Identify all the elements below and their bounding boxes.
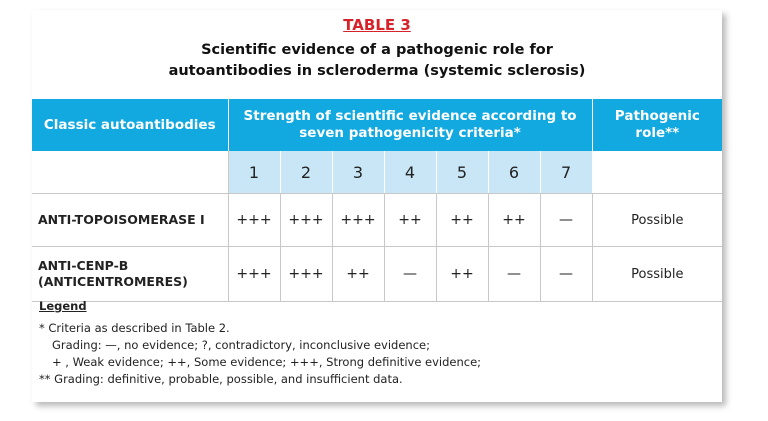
evidence-cell: +++ (280, 194, 332, 247)
pathogenic-role-cell: Possible (592, 247, 722, 302)
legend-line: Grading: —, no evidence; ?, contradictory, inconclusive evidence; (52, 338, 430, 352)
evidence-cell: — (384, 247, 436, 302)
table-title (32, 40, 722, 82)
table-label: TABLE 3 (343, 16, 411, 34)
legend-line: + , Weak evidence; ++, Some evidence; +++, Strong definitive evidence; (52, 355, 482, 369)
legend-line: * Criteria as described in Table 2. (39, 321, 230, 335)
legend (39, 298, 715, 388)
legend-line: ** Grading: definitive, probable, possible, and insufficient data. (39, 372, 403, 386)
table-title-line-2: autoantibodies in scleroderma (systemic sclerosis) (168, 63, 586, 79)
pathogenic-role-cell: Possible (592, 194, 722, 247)
autoantibody-name: ANTI-CENP-B (ANTICENTROMERES) (32, 247, 228, 302)
table-row (32, 247, 722, 302)
table-row (32, 194, 722, 247)
criterion-number: 5 (436, 151, 488, 194)
criterion-number: 6 (488, 151, 540, 194)
criteria-row-blank-right (592, 151, 722, 194)
evidence-cell: ++ (384, 194, 436, 247)
header-row (32, 99, 722, 151)
evidence-cell: +++ (228, 194, 280, 247)
evidence-table (32, 99, 722, 302)
evidence-cell: +++ (332, 194, 384, 247)
header-strength-of-evidence: Strength of scientific evidence according to seven pathogenicity criteria* (228, 99, 592, 151)
legend-title: Legend (39, 299, 87, 313)
table-card (32, 10, 722, 402)
autoantibody-name: ANTI-TOPOISOMERASE I (32, 194, 228, 247)
criteria-row-blank-left (32, 151, 228, 194)
table-title-line-1: Scientific evidence of a pathogenic role for (201, 42, 553, 58)
criterion-number: 7 (540, 151, 592, 194)
evidence-cell: +++ (228, 247, 280, 302)
header-classic-autoantibodies: Classic autoantibodies (32, 99, 228, 151)
criterion-number: 4 (384, 151, 436, 194)
header-pathogenic-role: Pathogenic role** (592, 99, 722, 151)
evidence-cell: ++ (436, 194, 488, 247)
criterion-number: 3 (332, 151, 384, 194)
criterion-number: 1 (228, 151, 280, 194)
evidence-cell: — (540, 194, 592, 247)
evidence-cell: +++ (280, 247, 332, 302)
evidence-cell: ++ (332, 247, 384, 302)
evidence-cell: ++ (436, 247, 488, 302)
criterion-number: 2 (280, 151, 332, 194)
criteria-row (32, 151, 722, 194)
evidence-cell: — (540, 247, 592, 302)
evidence-cell: ++ (488, 194, 540, 247)
evidence-cell: — (488, 247, 540, 302)
